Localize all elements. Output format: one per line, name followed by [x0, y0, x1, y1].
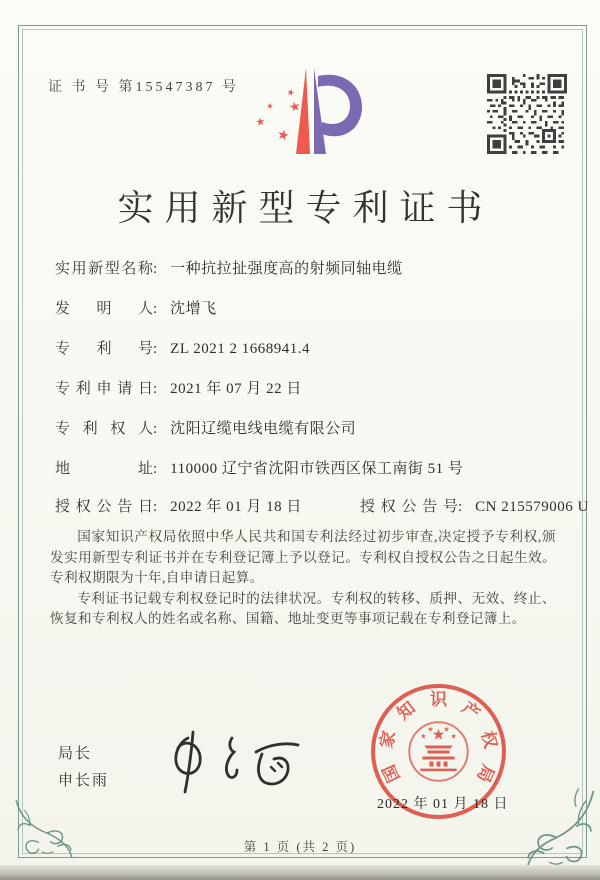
colon: :: [153, 261, 158, 277]
commissioner-title: 局长: [58, 746, 93, 762]
colon: :: [153, 461, 158, 477]
legal-paragraph-1: 国家知识产权局依照中华人民共和国专利法经过初步审查,决定授予专利权,颁发实用新型专利证书并在专利登记簿上予以登记。专利权自授权公告之日起生效。专利权期限为十年,自申请日起算。: [50, 529, 556, 586]
field-value: 2021 年 07 月 22 日: [170, 381, 302, 397]
seal-char: 知: [393, 698, 419, 724]
field-label: 授权公告号: [360, 499, 458, 515]
grant-number-group: [360, 495, 589, 516]
field-label: 地址: [55, 461, 153, 477]
certificate-title: 实用新型专利证书: [117, 188, 494, 228]
field-row-name: [55, 257, 403, 278]
cnipa-logo-icon: [246, 60, 368, 164]
seal-char: 局: [473, 761, 498, 786]
field-row-address: [55, 457, 463, 478]
field-value: 沈增飞: [170, 301, 217, 317]
field-label: 授权公告日: [55, 499, 153, 515]
field-label: 专利申请日: [55, 381, 153, 397]
commissioner-name: 申长雨: [58, 773, 110, 789]
field-row-patentee: [55, 417, 356, 438]
seal-char: 识: [429, 690, 448, 710]
grant-number-value: CN 215579006 U: [475, 499, 589, 515]
certificate-number: 证 书 号 第15547387 号: [48, 80, 239, 95]
colon: :: [153, 341, 158, 357]
svg-text:★: ★: [275, 126, 292, 145]
field-value: 110000 辽宁省沈阳市铁西区保工南街 51 号: [170, 461, 464, 477]
svg-text:★: ★: [443, 724, 450, 734]
seal-char: 权: [477, 729, 501, 751]
svg-text:★: ★: [285, 87, 296, 100]
colon: :: [153, 301, 158, 317]
field-value: ZL 2021 2 1668941.4: [170, 341, 310, 357]
field-row-inventor: [55, 297, 217, 318]
colon: :: [153, 421, 158, 437]
field-label: 发明人: [55, 301, 153, 317]
svg-text:★: ★: [427, 724, 434, 734]
seal-date: 2022 年 01 月 18 日: [377, 797, 509, 812]
legal-text: [50, 527, 556, 630]
colon: :: [153, 499, 158, 515]
field-row-patent-no: [55, 337, 310, 358]
field-value: 沈阳辽缆电线电缆有限公司: [170, 421, 357, 437]
signature-handwriting-icon: [158, 726, 310, 798]
field-row-filing-date: [55, 377, 302, 398]
svg-text:★: ★: [420, 731, 427, 741]
colon: :: [153, 381, 158, 397]
seal-char: 家: [376, 729, 400, 751]
seal-char: 产: [458, 698, 484, 724]
svg-text:★: ★: [287, 98, 303, 116]
grant-date-value: 2022 年 01 月 18 日: [170, 499, 302, 515]
field-label: 实用新型名称: [55, 261, 153, 277]
svg-text:★: ★: [450, 731, 457, 741]
national-emblem-icon: [409, 722, 467, 780]
scan-edge-shadow: [0, 865, 600, 880]
page-number: 第 1 页 (共 2 页): [243, 840, 357, 854]
field-label: 专利号: [55, 341, 153, 357]
qr-code-icon: [487, 74, 567, 154]
field-value: 一种抗拉扯强度高的射频同轴电缆: [170, 261, 403, 277]
svg-text:★: ★: [431, 725, 446, 744]
svg-text:★: ★: [254, 114, 267, 129]
colon: :: [458, 499, 463, 515]
svg-text:★: ★: [265, 101, 275, 112]
legal-paragraph-2: 专利证书记载专利权登记时的法律状况。专利权的转移、质押、无效、终止、恢复和专利权人的姓名或名称、国籍、地址变更等事项记载在专利登记簿上。: [50, 590, 556, 627]
field-label: 专利权人: [55, 421, 153, 437]
seal-char: 国: [379, 761, 404, 786]
floral-corner-ornament-icon: [522, 786, 596, 872]
field-row-grant: [55, 495, 589, 516]
